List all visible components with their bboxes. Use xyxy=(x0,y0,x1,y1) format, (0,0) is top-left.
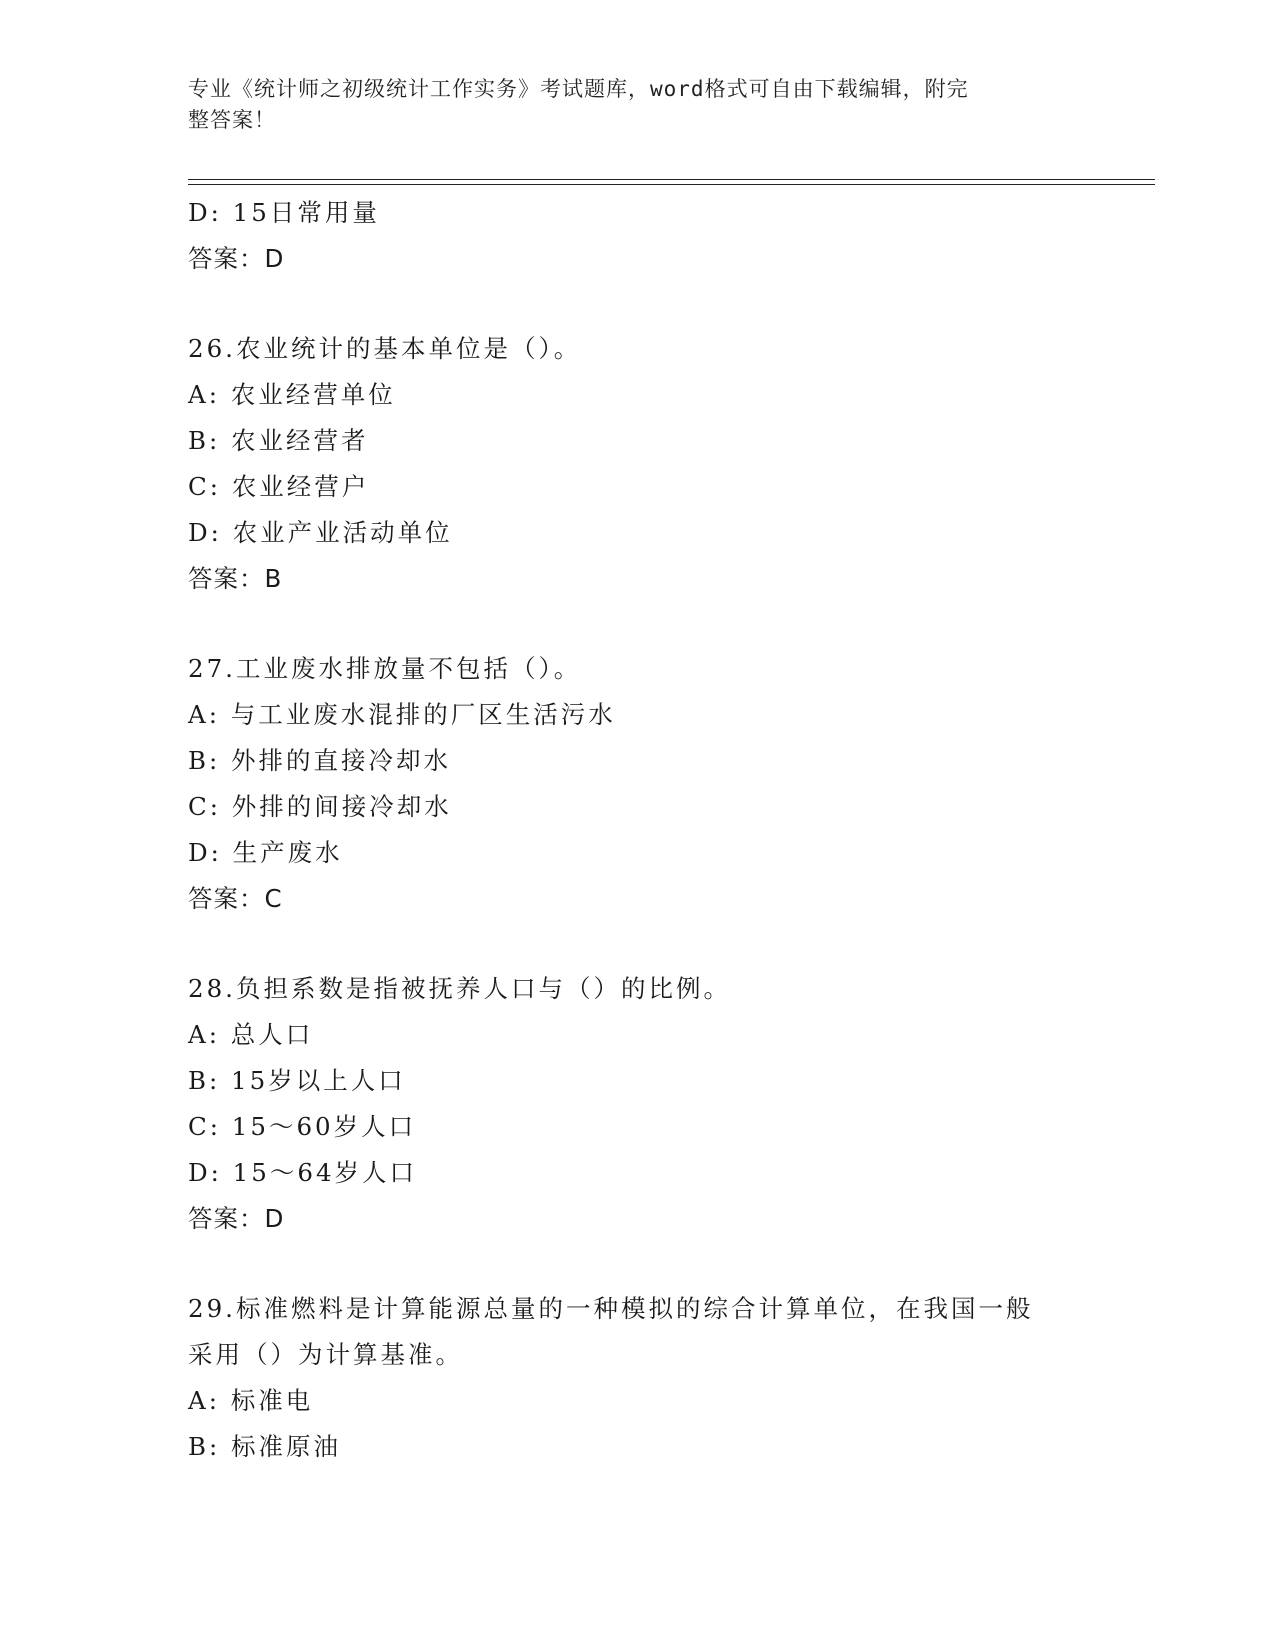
option-d: D: 生产废水 xyxy=(188,838,343,867)
spacer xyxy=(188,282,1148,326)
option-a: A: 标准电 xyxy=(188,1386,314,1415)
option-a: A: 总人口 xyxy=(188,1020,314,1049)
option-c: C: 农业经营户 xyxy=(188,472,370,501)
question-stem-line-2: 采用（）为计算基准。 xyxy=(188,1340,463,1369)
header-rule-top xyxy=(188,179,1155,180)
spacer xyxy=(188,922,1148,966)
option-b: B: 标准原油 xyxy=(188,1432,342,1461)
question-stem: 27.工业废水排放量不包括（）。 xyxy=(188,654,582,683)
answer: 答案：D xyxy=(188,244,285,273)
option-d: D: 农业产业活动单位 xyxy=(188,518,453,547)
option-d: D: 15日常用量 xyxy=(188,198,380,227)
document-header xyxy=(188,74,1068,136)
option-a: A: 农业经营单位 xyxy=(188,380,396,409)
spacer xyxy=(188,1242,1148,1286)
option-b: B: 外排的直接冷却水 xyxy=(188,746,452,775)
question-stem: 26.农业统计的基本单位是（）。 xyxy=(188,334,582,363)
answer: 答案：B xyxy=(188,564,283,593)
option-b: B: 农业经营者 xyxy=(188,426,369,455)
answer: 答案：C xyxy=(188,884,283,913)
answer: 答案：D xyxy=(188,1204,285,1233)
header-line-2: 整答案！ xyxy=(188,108,276,132)
option-c: C: 外排的间接冷却水 xyxy=(188,792,452,821)
option-b: B: 15岁以上人口 xyxy=(188,1066,406,1095)
option-a: A: 与工业废水混排的厂区生活污水 xyxy=(188,700,616,729)
header-rule-bottom xyxy=(188,184,1155,185)
option-c: C: 15～60岁人口 xyxy=(188,1112,417,1141)
question-26 xyxy=(188,326,1148,602)
question-27 xyxy=(188,646,1148,922)
question-29 xyxy=(188,1286,1148,1470)
header-line-1: 专业《统计师之初级统计工作实务》考试题库，word格式可自由下载编辑，附完 xyxy=(188,77,969,101)
option-d: D: 15～64岁人口 xyxy=(188,1158,418,1187)
question-stem: 28.负担系数是指被抚养人口与（）的比例。 xyxy=(188,974,731,1003)
spacer xyxy=(188,602,1148,646)
question-28 xyxy=(188,966,1148,1242)
document-body xyxy=(188,190,1148,1470)
question-25-tail xyxy=(188,190,1148,282)
question-stem-line-1: 29.标准燃料是计算能源总量的一种模拟的综合计算单位，在我国一般 xyxy=(188,1294,1034,1323)
